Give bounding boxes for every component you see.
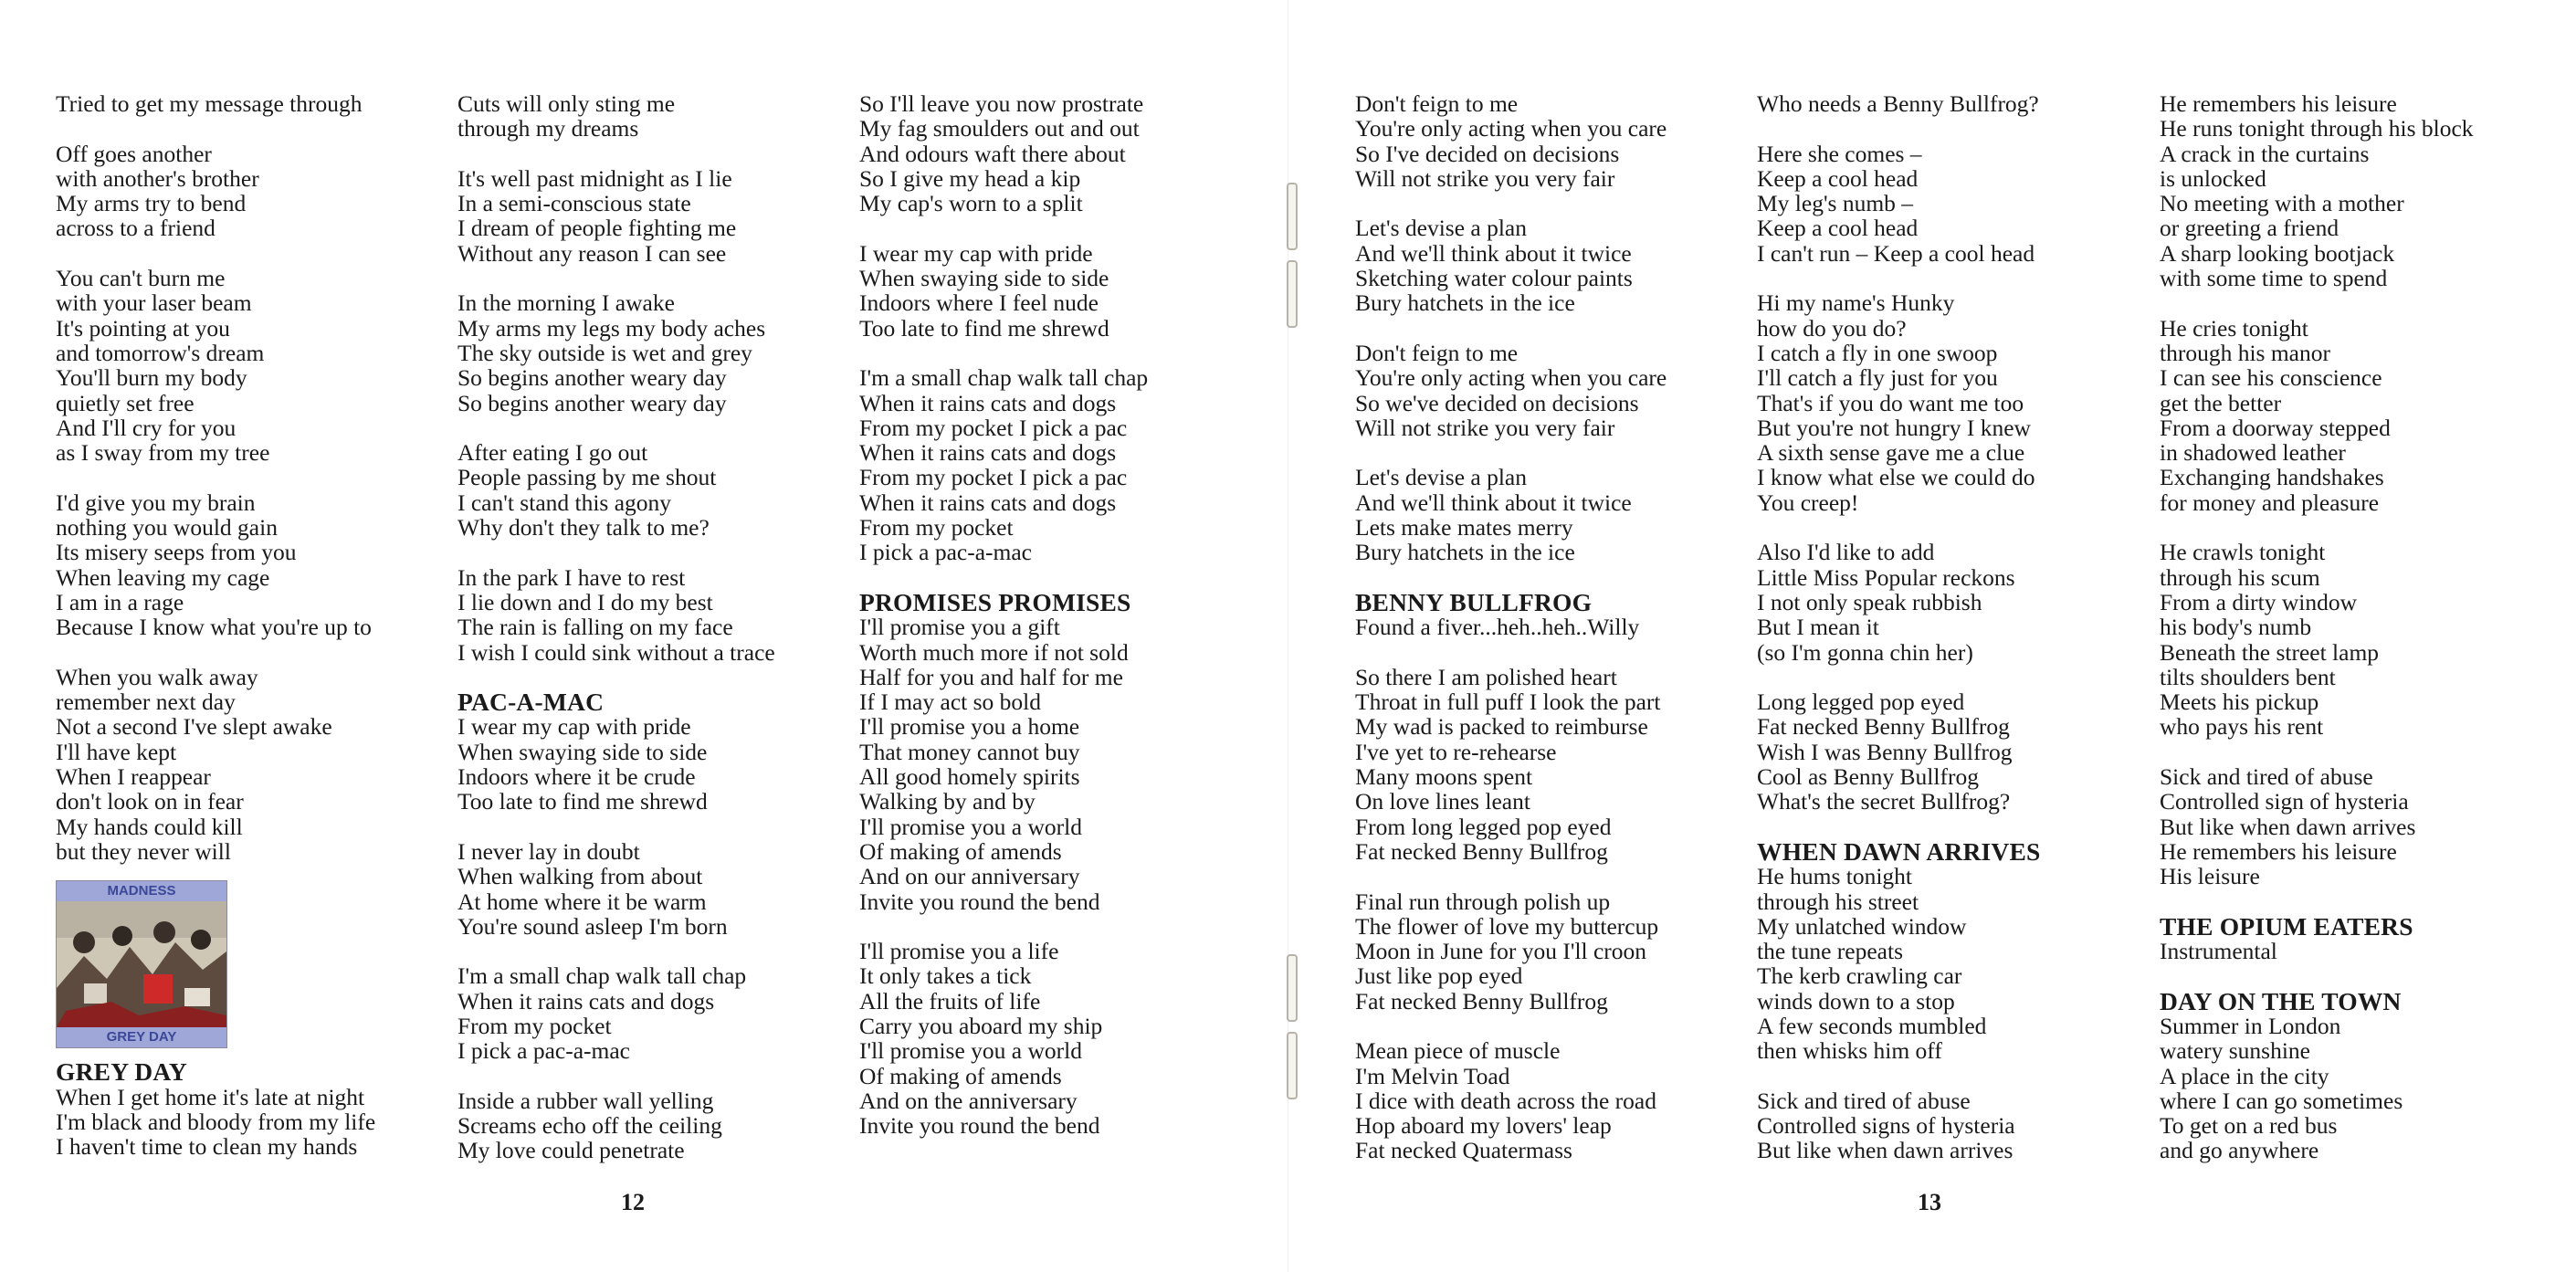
lyric-stanza: When you walk away remember next day Not a second I've slept awake I'll have kept When I reappear don't look on in fear My hands could kill but they never will <box>56 663 332 865</box>
lyric-stanza: I'll promise you a life It only takes a tick All the fruits of life Carry you aboard my ship I'll promise you a world Of making of amends And on the anniversary Invite you round the bend <box>859 938 1103 1140</box>
song-subtitle: Instrumental <box>2160 938 2277 965</box>
lyric-stanza: So I'll leave you now prostrate My fag smoulders out and out And odours waft there about So I give my head a kip My cap's worn to a split <box>859 90 1144 217</box>
lyric-stanza: He cries tonight through his manor I can see his conscience get the better From a doorway stepped in shadowed leather Exchanging handshakes for money and pleasure <box>2160 314 2391 516</box>
album-art-title: GREY DAY <box>57 1027 226 1047</box>
lyric-stanza: So there I am polished heart Throat in full puff I look the part My wad is packed to reimburse I've yet to re-rehearse Many moons spent On love lines leant From long legged pop eyed Fat necked Benny Bullfrog <box>1355 663 1661 865</box>
lyric-stanza: I'm a small chap walk tall chap When it rains cats and dogs From my pocket I pick a pac When it rains cats and dogs From my pocket I pick a pac When it rains cats and dogs From my pocket I pick a pac-a-mac <box>859 364 1149 566</box>
lyric-stanza: When I get home it's late at night I'm black and bloody from my life I haven't time to clean my hands <box>56 1083 376 1161</box>
lyric-stanza: In the park I have to rest I lie down and I do my best The rain is falling on my face I wish I could sink without a trace <box>457 563 775 666</box>
song-subtitle: Found a fiver...heh..heh..Willy <box>1355 614 1640 641</box>
lyric-stanza: He remembers his leisure He runs tonight through his block A crack in the curtains is unlocked No meeting with a mother or greeting a friend A sharp looking bootjack with some time to spend <box>2160 90 2474 292</box>
lyric-stanza: Let's devise a plan And we'll think about it twice Lets make mates merry Bury hatchets in the ice <box>1355 464 1632 566</box>
right-column-3 <box>2160 91 2543 1163</box>
lyric-stanza: Sick and tired of abuse Controlled sign of hysteria But like when dawn arrives He remembers his leisure His leisure <box>2160 763 2416 890</box>
lyric-stanza: He crawls tonight through his scum From a dirty window his body's numb Beneath the street lamp tilts shoulders bent Meets his pickup who pays his rent <box>2160 539 2380 741</box>
lyric-stanza: You can't burn me with your laser beam It's pointing at you and tomorrow's dream You'll burn my body quietly set free And I'll cry for you as I sway from my tree <box>56 265 270 467</box>
lyric-stanza: It's well past midnight as I lie In a semi-conscious state I dream of people fighting me Without any reason I can see <box>457 164 737 267</box>
lyric-stanza: Mean piece of muscle I'm Melvin Toad I dice with death across the road Hop aboard my lovers' leap Fat necked Quatermass <box>1355 1037 1656 1164</box>
lyric-stanza: Summer in London watery sunshine A place in the city where I can go sometimes To get on a red bus and go anywhere <box>2160 1012 2403 1164</box>
right-column-1 <box>1355 91 1739 1163</box>
album-art-band-name: MADNESS <box>57 881 226 901</box>
lyric-stanza: Tried to get my message through <box>56 90 363 117</box>
lyric-stanza: I'm a small chap walk tall chap When it rains cats and dogs From my pocket I pick a pac-a-mac <box>457 962 747 1065</box>
song-title-day-on-the-town: DAY ON THE TOWN <box>2160 986 2402 1015</box>
lyric-stanza: Don't feign to me You're only acting when you care So we've decided on decisions Will not strike you very fair <box>1355 339 1667 441</box>
lyric-stanza: I wear my cap with pride When swaying side to side Indoors where I feel nude Too late to find me shrewd <box>859 239 1109 342</box>
left-column-3 <box>859 91 1243 1138</box>
lyric-stanza: After eating I go out People passing by me shout I can't stand this agony Why don't they talk to me? <box>457 439 717 541</box>
page-number: 12 <box>621 1189 645 1215</box>
lyric-stanza: Cuts will only sting me through my dreams <box>457 90 676 142</box>
lyric-stanza: Let's devise a plan And we'll think about it twice Sketching water colour paints Bury hatchets in the ice <box>1355 215 1633 317</box>
left-column-2 <box>457 91 841 1163</box>
lyric-stanza: He hums tonight through his street My unlatched window the tune repeats The kerb crawling car winds down to a stop A few seconds mumbled then whisks him off <box>1757 863 1987 1065</box>
lyric-stanza: Also I'd like to add Little Miss Popular reckons I not only speak rubbish But I mean it (so I'm gonna chin her) <box>1757 539 2015 666</box>
page-13 <box>1288 0 2576 1272</box>
page-number: 13 <box>1918 1189 1941 1215</box>
lyric-stanza: Here she comes – Keep a cool head My leg's numb – Keep a cool head I can't run – Keep a cool head <box>1757 140 2035 267</box>
lyric-stanza: Don't feign to me You're only acting when you care So I've decided on decisions Will not strike you very fair <box>1355 90 1667 192</box>
song-title-pac-a-mac: PAC-A-MAC <box>457 688 605 717</box>
lyric-stanza: Off goes another with another's brother My arms try to bend across to a friend <box>56 140 259 242</box>
left-column-1 <box>56 91 439 1159</box>
lyric-stanza: I'd give you my brain nothing you would gain Its misery seeps from you When leaving my cage I am in a rage Because I know what you're up to <box>56 489 372 641</box>
lyric-stanza: Final run through polish up The flower of love my buttercup Moon in June for you I'll croon Just like pop eyed Fat necked Benny Bullfrog <box>1355 888 1659 1014</box>
song-title-promises-promises: PROMISES PROMISES <box>859 587 1131 616</box>
song-title-when-dawn-arrives: WHEN DAWN ARRIVES <box>1757 836 2041 866</box>
lyric-stanza: I'll promise you a gift Worth much more if not sold Half for you and half for me If I may act so bold I'll promise you a home That money cannot buy All good homely spirits Walking by and by I'll promise you a world Of making of amends And on our anniversary Invite you round the bend <box>859 614 1129 915</box>
lyric-stanza: In the morning I awake My arms my legs my body aches The sky outside is wet and grey So begins another weary day So begins another weary day <box>457 289 766 416</box>
song-title-benny-bullfrog: BENNY BULLFROG <box>1355 587 1593 616</box>
lyric-stanza: Hi my name's Hunky how do you do? I catch a fly in one swoop I'll catch a fly just for you That's if you do want me too But you're not hungry I knew A sixth sense gave me a clue I know what else we could do You creep! <box>1757 289 2035 516</box>
lyric-stanza: I never lay in doubt When walking from about At home where it be warm You're sound asleep I'm born <box>457 837 728 940</box>
lyric-stanza: Sick and tired of abuse Controlled signs of hysteria But like when dawn arrives <box>1757 1087 2015 1164</box>
lyric-stanza: Long legged pop eyed Fat necked Benny Bullfrog Wish I was Benny Bullfrog Cool as Benny Bullfrog What's the secret Bullfrog? <box>1757 689 2013 815</box>
lyric-stanza: Who needs a Benny Bullfrog? <box>1757 90 2039 117</box>
album-art-picture <box>57 901 226 1027</box>
song-title-grey-day: GREY DAY <box>56 1057 187 1087</box>
lyric-stanza: I wear my cap with pride When swaying side to side Indoors where it be crude Too late to find me shrewd <box>457 713 708 815</box>
right-column-2 <box>1757 91 2140 1163</box>
song-title-the-opium-eaters: THE OPIUM EATERS <box>2160 911 2413 941</box>
lyric-stanza: Inside a rubber wall yelling Screams echo off the ceiling My love could penetrate <box>457 1087 722 1164</box>
grey-day-album-art <box>56 880 227 1048</box>
